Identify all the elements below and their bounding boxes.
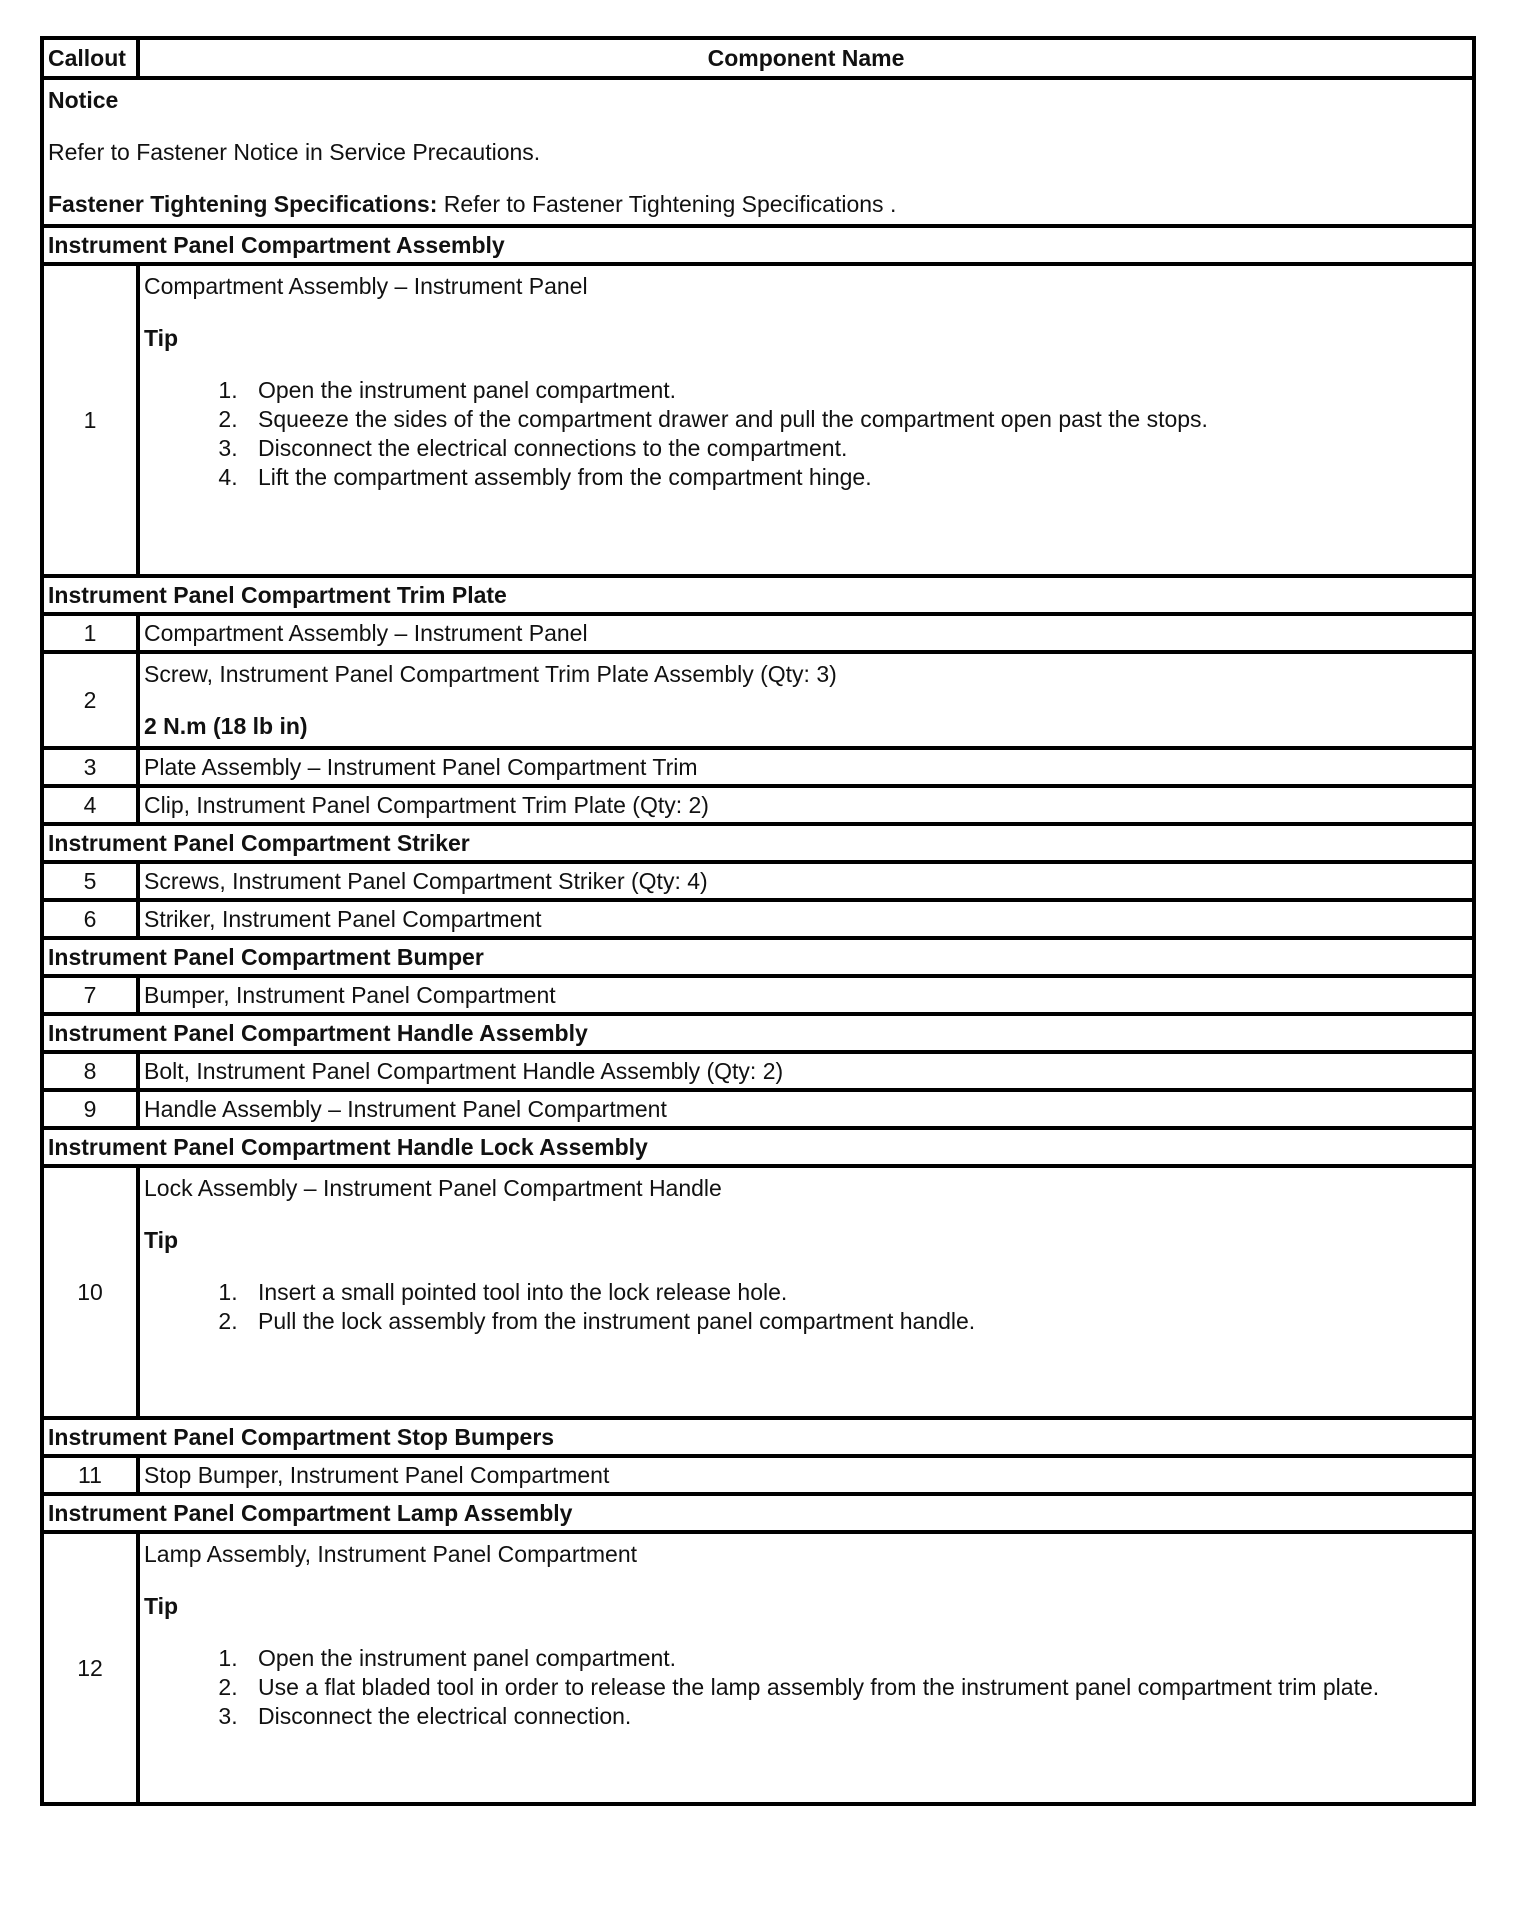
component-cell — [138, 652, 1474, 748]
callout-cell: 1 — [42, 614, 138, 652]
component-table — [40, 36, 1476, 1806]
callout-cell: 9 — [42, 1090, 138, 1128]
callout-cell: 7 — [42, 976, 138, 1014]
fastener-spec-text: Refer to Fastener Tightening Specifications . — [437, 191, 897, 217]
section-row — [42, 824, 1474, 862]
section-row — [42, 1418, 1474, 1456]
section-row — [42, 1128, 1474, 1166]
component-name: Clip, Instrument Panel Compartment Trim Plate (Qty: 2) — [138, 786, 1474, 824]
list-item: 4. Lift the compartment assembly from the compartment hinge. — [244, 463, 1468, 492]
section-row — [42, 938, 1474, 976]
tip-steps — [144, 1278, 1468, 1336]
callout-cell: 6 — [42, 900, 138, 938]
component-table-sheet — [40, 36, 1476, 1806]
tip-title: Tip — [144, 1593, 179, 1619]
torque-spec: 2 N.m (18 lb in) — [144, 713, 308, 739]
callout-cell: 4 — [42, 786, 138, 824]
notice-row — [42, 78, 1474, 226]
tip-title: Tip — [144, 325, 179, 351]
notice-text: Refer to Fastener Notice in Service Precautions. — [48, 139, 541, 165]
table-row — [42, 1532, 1474, 1804]
component-name: Striker, Instrument Panel Compartment — [138, 900, 1474, 938]
table-row — [42, 1166, 1474, 1418]
component-cell — [138, 1532, 1474, 1804]
section-title: Instrument Panel Compartment Handle Lock Assembly — [42, 1128, 1474, 1166]
component-name: Bumper, Instrument Panel Compartment — [138, 976, 1474, 1014]
list-item: 2. Use a flat bladed tool in order to release the lamp assembly from the instrument panel compartment trim plate. — [244, 1673, 1468, 1702]
component-name: Screw, Instrument Panel Compartment Trim Plate Assembly (Qty: 3) — [144, 661, 837, 687]
section-row — [42, 576, 1474, 614]
header-component-name: Component Name — [138, 38, 1474, 78]
tip-steps — [144, 1644, 1468, 1731]
component-name: Bolt, Instrument Panel Compartment Handle Assembly (Qty: 2) — [138, 1052, 1474, 1090]
callout-cell: 1 — [42, 264, 138, 576]
section-title: Instrument Panel Compartment Trim Plate — [42, 576, 1474, 614]
table-header-row — [42, 38, 1474, 78]
component-cell — [138, 264, 1474, 576]
tip-title: Tip — [144, 1227, 179, 1253]
list-item: 3. Disconnect the electrical connections to the compartment. — [244, 434, 1468, 463]
component-name: Plate Assembly – Instrument Panel Compartment Trim — [138, 748, 1474, 786]
list-item: 2. Pull the lock assembly from the instrument panel compartment handle. — [244, 1307, 1468, 1336]
fastener-spec-label: Fastener Tightening Specifications: — [48, 191, 438, 217]
table-row — [42, 786, 1474, 824]
list-item: 2. Squeeze the sides of the compartment drawer and pull the compartment open past the stops. — [244, 405, 1468, 434]
table-row — [42, 1456, 1474, 1494]
section-title: Instrument Panel Compartment Assembly — [42, 226, 1474, 264]
section-title: Instrument Panel Compartment Bumper — [42, 938, 1474, 976]
list-item: 3. Disconnect the electrical connection. — [244, 1702, 1468, 1731]
table-row — [42, 1090, 1474, 1128]
list-item: 1. Open the instrument panel compartment. — [244, 1644, 1468, 1673]
table-row — [42, 264, 1474, 576]
section-row — [42, 1494, 1474, 1532]
component-name: Compartment Assembly – Instrument Panel — [144, 273, 588, 299]
table-row — [42, 1052, 1474, 1090]
notice-cell — [42, 78, 1474, 226]
table-row — [42, 652, 1474, 748]
callout-cell: 5 — [42, 862, 138, 900]
header-callout: Callout — [42, 38, 138, 78]
component-name: Handle Assembly – Instrument Panel Compartment — [138, 1090, 1474, 1128]
component-name: Compartment Assembly – Instrument Panel — [138, 614, 1474, 652]
tip-steps — [144, 376, 1468, 492]
callout-cell: 3 — [42, 748, 138, 786]
component-name: Stop Bumper, Instrument Panel Compartment — [138, 1456, 1474, 1494]
table-row — [42, 748, 1474, 786]
list-item: 1. Insert a small pointed tool into the lock release hole. — [244, 1278, 1468, 1307]
section-title: Instrument Panel Compartment Stop Bumpers — [42, 1418, 1474, 1456]
component-name: Lock Assembly – Instrument Panel Compartment Handle — [144, 1175, 722, 1201]
component-cell — [138, 1166, 1474, 1418]
section-row — [42, 1014, 1474, 1052]
table-row — [42, 862, 1474, 900]
callout-cell: 8 — [42, 1052, 138, 1090]
fastener-spec — [48, 190, 1468, 218]
component-name: Screws, Instrument Panel Compartment Striker (Qty: 4) — [138, 862, 1474, 900]
section-title: Instrument Panel Compartment Striker — [42, 824, 1474, 862]
notice-title: Notice — [48, 87, 119, 113]
section-row — [42, 226, 1474, 264]
callout-cell: 10 — [42, 1166, 138, 1418]
section-title: Instrument Panel Compartment Handle Assembly — [42, 1014, 1474, 1052]
table-row — [42, 976, 1474, 1014]
table-row — [42, 900, 1474, 938]
table-row — [42, 614, 1474, 652]
callout-cell: 11 — [42, 1456, 138, 1494]
list-item: 1. Open the instrument panel compartment. — [244, 376, 1468, 405]
callout-cell: 12 — [42, 1532, 138, 1804]
section-title: Instrument Panel Compartment Lamp Assembly — [42, 1494, 1474, 1532]
component-name: Lamp Assembly, Instrument Panel Compartment — [144, 1541, 638, 1567]
callout-cell: 2 — [42, 652, 138, 748]
